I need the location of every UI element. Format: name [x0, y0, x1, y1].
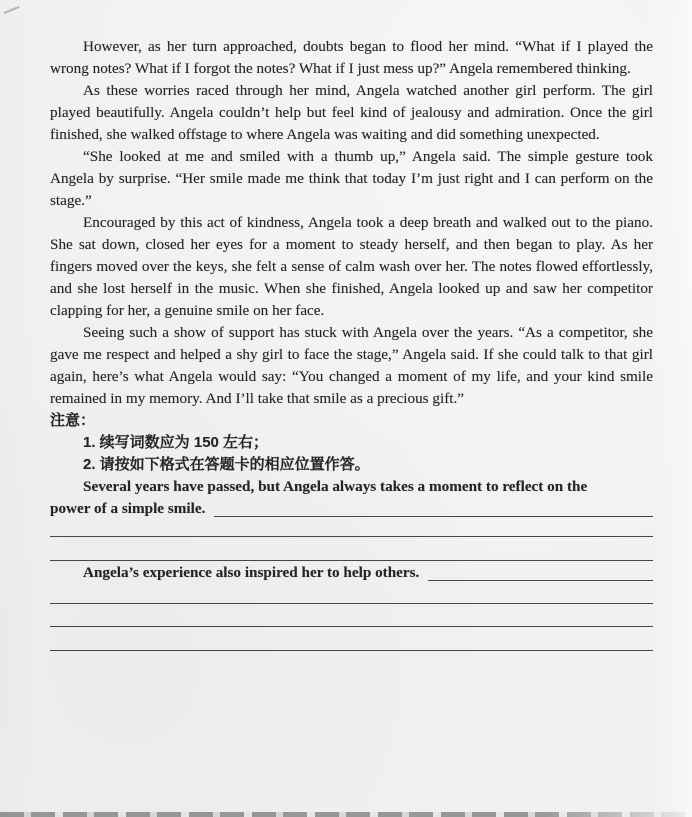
prompt1-line1: Several years have passed, but Angela always takes a moment to reflect on the	[83, 478, 588, 495]
passage-paragraph: However, as her turn approached, doubts began to flood her mind. “What if I played the wrong notes? What if I forgot the notes? What if I just mess up?” Angela remembered thinking.	[50, 38, 653, 77]
note-item-1: 1. 续写词数应为 150 左右；	[83, 434, 269, 451]
passage-paragraph: Encouraged by this act of kindness, Angela took a deep breath and walked out to the piano. She sat down, closed her eyes for a moment to steady herself, and then began to play. As her fingers moved over the keys, she felt a sense of calm wash over her. The notes flowed effortlessly, and she lost herself in the music. When she finished, Angela looked up and saw her competitor clapping for her, a genuine smile on her face.	[50, 214, 653, 319]
passage-paragraph: Seeing such a show of support has stuck with Angela over the years. “As a competitor, she gave me respect and helped a shy girl to face the stage,” Angela said. If she could talk to that girl again, here’s what Angela would say: “You changed a moment of my life, and your kind smile remained in my memory. And I’ll take that smile as a precious gift.”	[50, 324, 653, 407]
continuation-section	[50, 476, 653, 651]
notes-section	[50, 410, 653, 476]
passage	[50, 36, 653, 410]
prompt2-row	[50, 562, 653, 584]
page-content	[50, 36, 653, 651]
answer-line	[50, 627, 653, 651]
answer-line	[50, 584, 653, 604]
answer-line	[50, 604, 653, 628]
scan-right-edge-artifact	[685, 0, 692, 817]
prompt1-line2: power of a simple smile.	[50, 500, 206, 517]
answer-line	[50, 537, 653, 561]
note-item-2: 2. 请按如下格式在答题卡的相应位置作答。	[83, 456, 370, 473]
scan-artifact-strip	[0, 812, 692, 817]
answer-write-line	[214, 498, 653, 517]
answer-line	[50, 520, 653, 537]
passage-paragraph: As these worries raced through her mind, Angela watched another girl perform. The girl played beautifully. Angela couldn’t help but feel kind of jealousy and admiration. Once the girl finished, she walked offstage to where Angela was waiting and did something unexpected.	[50, 82, 653, 143]
passage-paragraph: “She looked at me and smiled with a thumb up,” Angela said. The simple gesture took Angela by surprise. “Her smile made me think that today I’m just right and I can perform on the stage.”	[50, 148, 653, 209]
notes-heading: 注意：	[50, 412, 96, 429]
pencil-mark	[3, 6, 20, 14]
answer-write-line	[428, 562, 653, 581]
prompt1-line2-row	[50, 498, 653, 520]
prompt2: Angela’s experience also inspired her to help others.	[83, 563, 420, 581]
